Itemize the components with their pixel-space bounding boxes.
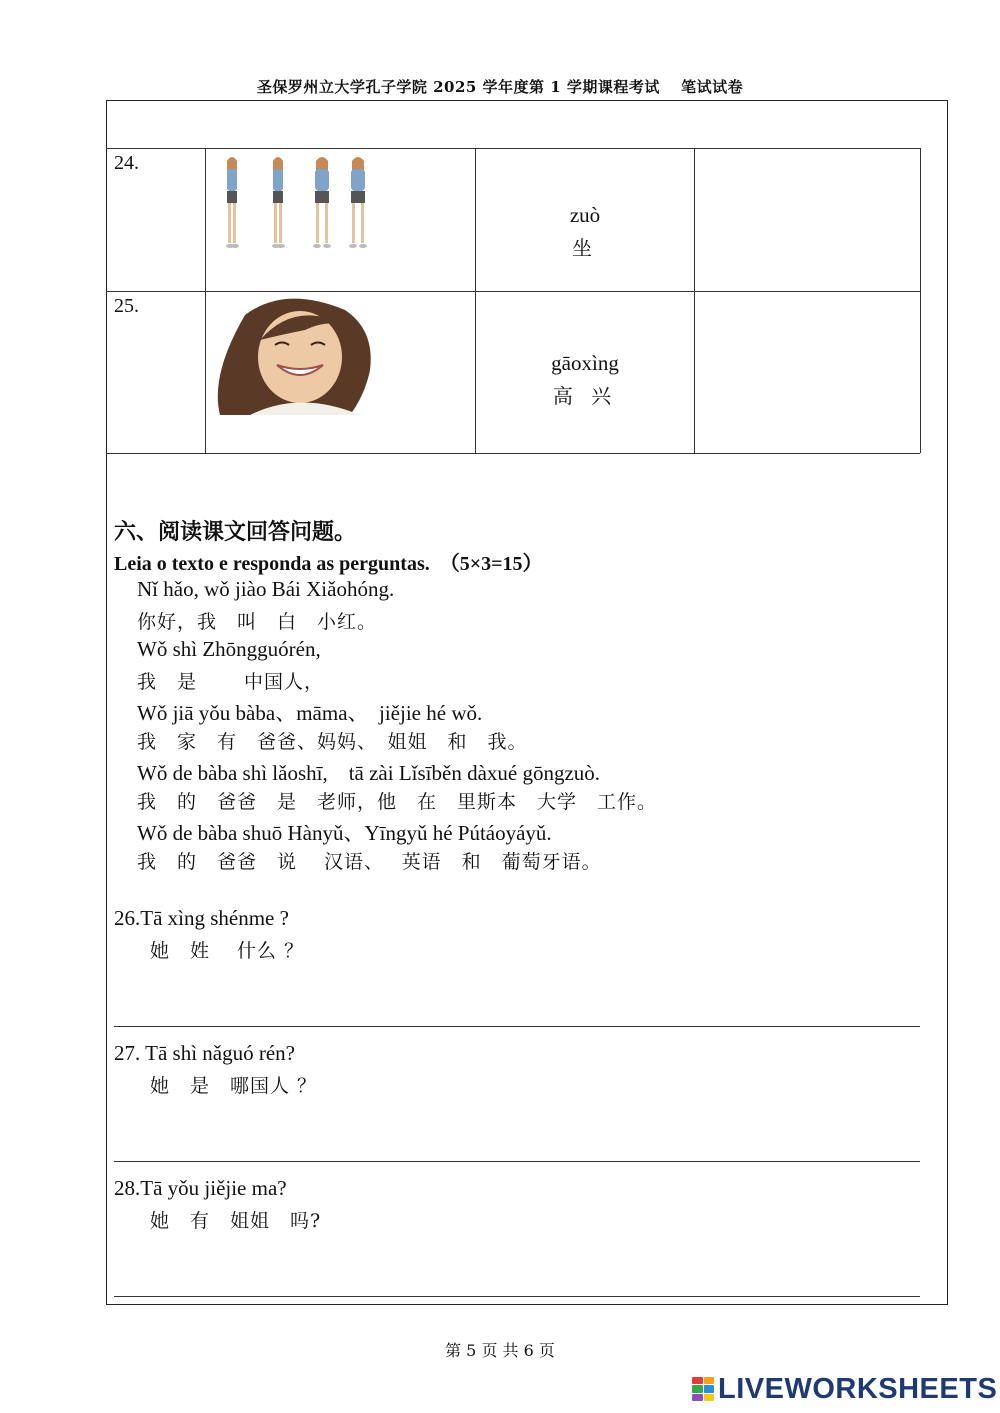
liveworksheets-logo[interactable]	[692, 1371, 997, 1407]
question-hanzi: 她 是 哪国人 ？	[150, 1075, 318, 1097]
passage-pinyin: Wǒ de bàba shuō Hànyǔ、Yīngyǔ hé Pútáoyáyǔ.	[137, 821, 552, 845]
passage-pinyin: Nǐ hǎo, wǒ jiào Bái Xiǎohóng.	[137, 577, 395, 601]
passage-hanzi: 我 的 爸爸 说 汉语、 英语 和 葡萄牙语。	[137, 851, 602, 873]
logo-block	[704, 1385, 715, 1392]
question-pinyin: 27. Tā shì nǎguó rén?	[114, 1041, 295, 1065]
passage-hanzi: 你好，我 叫 白 小红。	[137, 611, 378, 633]
item-number: 24.	[114, 152, 139, 174]
answer-cell[interactable]	[696, 293, 918, 451]
passage-hanzi: 我 是 中国人，	[137, 671, 325, 693]
passage-hanzi: 我 家 有 爸爸、妈妈、 姐姐 和 我。	[137, 731, 528, 753]
exam-header: 圣保罗州立大学孔子学院 2025 学年度第 1 学期课程考试 笔试试卷	[256, 78, 744, 96]
passage-pinyin: Wǒ jiā yǒu bàba、māma、 jiějie hé wǒ.	[137, 701, 483, 725]
table-col-divider	[205, 148, 206, 453]
item-number: 25.	[114, 295, 139, 317]
answer-line	[114, 1161, 920, 1162]
page-footer: 第 5 页 共 6 页	[445, 1341, 555, 1360]
passage-hanzi: 我 的 爸爸 是 老师，他 在 里斯本 大学 工作。	[137, 791, 658, 813]
table-top-border	[106, 148, 920, 149]
section-subtitle: Leia o texto e responda as perguntas. （5×3=15）	[114, 553, 543, 575]
question-pinyin: 26.Tā xìng shénme ?	[114, 906, 289, 930]
logo-block	[704, 1377, 715, 1384]
section-title: 六、阅读课文回答问题。	[114, 519, 357, 545]
answer-cell[interactable]	[696, 150, 918, 289]
logo-block	[692, 1385, 703, 1392]
passage-pinyin: Wǒ de bàba shì lǎoshī, tā zài Lǐsīběn dàxué gōngzuò.	[137, 761, 601, 785]
answer-line	[114, 1026, 920, 1027]
answer-field-27[interactable]	[114, 1104, 920, 1158]
table-right-border	[920, 148, 921, 453]
brand-name: LIVEWORKSHEETS	[718, 1372, 998, 1405]
answer-field-26[interactable]	[114, 970, 920, 1024]
table-col-divider	[694, 148, 695, 453]
table-bottom-border	[106, 453, 920, 454]
logo-block	[704, 1394, 715, 1401]
hanzi-label: 高 兴	[552, 384, 618, 408]
pinyin-label: gāoxìng	[551, 351, 619, 375]
passage-pinyin: Wǒ shì Zhōngguórén,	[137, 637, 321, 661]
hanzi-label: 坐	[572, 236, 598, 260]
answer-line	[114, 1296, 920, 1297]
question-hanzi: 她 有 姐姐 吗?	[150, 1210, 322, 1232]
liveworksheets-blocks-icon	[692, 1377, 714, 1401]
question-hanzi: 她 姓 什么 ？	[150, 940, 305, 962]
answer-field-28[interactable]	[114, 1240, 920, 1294]
table-row-divider	[106, 291, 920, 292]
women-poses-image	[218, 153, 378, 253]
logo-block	[692, 1394, 703, 1401]
smiling-woman-image	[215, 295, 387, 415]
question-pinyin: 28.Tā yǒu jiějie ma?	[114, 1176, 287, 1200]
pinyin-label: zuò	[569, 203, 601, 227]
logo-block	[692, 1377, 703, 1384]
